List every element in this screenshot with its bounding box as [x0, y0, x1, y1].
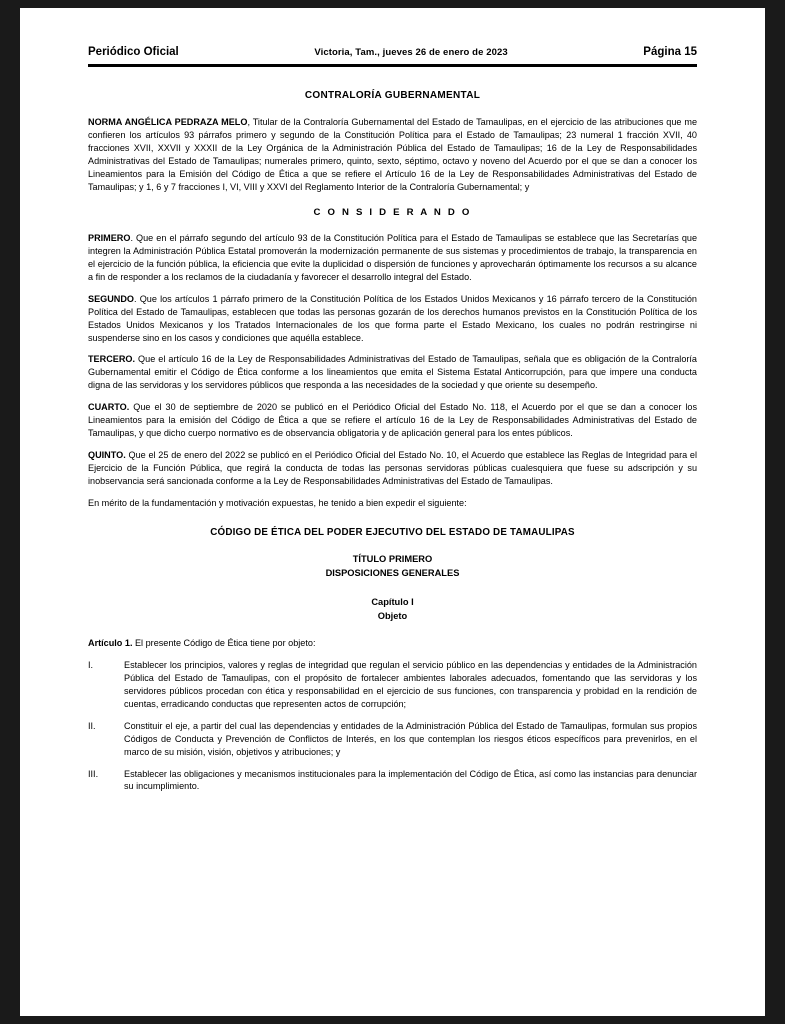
merito-paragraph: En mérito de la fundamentación y motivación expuestas, he tenido a bien expedir el siguiente:	[88, 497, 467, 508]
considerando-cuarto-text: Que el 30 de septiembre de 2020 se publicó en el Periódico Oficial del Estado No. 118, el Acuerdo por el que se dan a conocer los Lineamientos para la emisión del Código de Ética a que se refiere el artículo 16 de la Ley de Responsabilidades Administrativas del Estado de Tamaulipas, y que dicho cuerpo normativo es de observancia obligatoria y de aplicación general para los entes públicos.	[88, 402, 697, 439]
considerando-tercero-label: TERCERO.	[88, 354, 135, 365]
articulo-1-text: El presente Código de Ética tiene por objeto:	[132, 638, 316, 649]
fraction-text-ii: Constituir el eje, a partir del cual las dependencias y entidades de la Administración Pública del Estado de Tamaulipas, formulan sus propios Códigos de Conducta y Prevención de Conflictos de Interés, en los que contemplan los riesgos éticos específicos para prevenirlos, en el marco de su misión, visión, objetivos y atribuciones; y	[124, 720, 697, 757]
list-item	[88, 659, 697, 711]
header-page-number: Página 15	[643, 46, 697, 58]
capitulo-heading: Capítulo I	[371, 597, 414, 608]
header-divider	[88, 64, 697, 67]
document-body	[88, 89, 697, 793]
considerando-segundo	[88, 293, 697, 345]
considerando-segundo-label: SEGUNDO	[88, 293, 134, 304]
titulo-primero-block	[88, 553, 697, 580]
considerando-primero-text: . Que en el párrafo segundo del artículo 93 de la Constitución Política para el Estado de Tamaulipas se establece que las Secretarías que integren la Administración Pública Estatal promoverán la modernización permanente de sus sistemas y procedimientos de trabajo, la transparencia en el ejercicio de la función pública, la eficiencia que evite la duplicidad o dispersión de funciones y aprovecharán óptimamente los recursos a su alcance a fin de responder a los reclamos de la ciudadanía y favorecer el desarrollo integral del Estado.	[88, 233, 697, 282]
considerando-primero-label: PRIMERO	[88, 233, 131, 244]
considerando-segundo-text: . Que los artículos 1 párrafo primero de la Constitución Política de los Estados Unidos Mexicanos y 16 párrafo tercero de la Constitución Política del Estado de Tamaulipas, establecen que todas las personas gozarán de los derechos humanos previstos en la Constitución Política de los Estados Unidos Mexicanos y los Tratados Internacionales de los que forma parte el Estado Mexicano, los cuales no podrán restringirse ni suspenderse sino en los casos y condiciones que aquélla establece.	[88, 293, 697, 343]
section-title-contraloria: CONTRALORÍA GUBERNAMENTAL	[304, 90, 481, 101]
considerando-cuarto-label: CUARTO.	[88, 402, 130, 413]
articulo-1-label: Artículo 1.	[88, 638, 133, 649]
fraction-number-iii: III.	[88, 768, 99, 779]
preamble-text: , Titular de la Contraloría Gubernamental del Estado de Tamaulipas, en el ejercicio de las atribuciones que me confieren los artículos 93 párrafos primero y segundo de la Constitución Política para el Estado de Tamaulipas; 23 numeral 1 fracción XVII, 40 fracciones XVII, XXVII y XXXII de la Ley Orgánica de la Administración Pública del Estado de Tamaulipas; 16 de la Ley de Responsabilidades Administrativas del Estado de Tamaulipas; numerales primero, quinto, sexto, séptimo, octavo y noveno del Acuerdo por el que se dan a conocer los Lineamientos para la Emisión del Código de Ética a que se refiere el Artículo 16 de la Ley de Responsabilidades Administrativas del Estado de Tamaulipas; y 1, 6 y 7 fracciones I, VI, VIII y XXVI del Reglamento Interior de la Contraloría Gubernamental; y	[88, 117, 698, 192]
articulo-1-line	[88, 637, 697, 650]
fraction-number-i: I.	[88, 660, 94, 671]
considerando-cuarto	[88, 401, 697, 440]
considerando-heading: C O N S I D E R A N D O	[313, 206, 472, 218]
list-item	[88, 768, 697, 794]
page-header	[88, 46, 697, 64]
list-item	[88, 720, 697, 759]
fraction-text-iii: Establecer las obligaciones y mecanismos institucionales para la implementación del Código de Ética, así como las instancias para denunciar su incumplimiento.	[124, 768, 697, 792]
considerando-tercero-text: Que el artículo 16 de la Ley de Responsabilidades Administrativas del Estado de Tamaulipas, señala que es obligación de la Contraloría Gubernamental emitir el Código de Ética conforme a los lineamientos que emita el Sistema Estatal Anticorrupción, para que impere una conducta digna de las servidoras y los servidores públicos que responda a las necesidades de la sociedad y que oriente su desempeño.	[88, 354, 697, 391]
considerando-primero	[88, 232, 697, 284]
preamble-paragraph	[88, 116, 697, 193]
header-publication-name: Periódico Oficial	[88, 46, 179, 58]
objeto-heading: Objeto	[377, 610, 408, 621]
considerando-quinto	[88, 449, 697, 488]
disposiciones-generales-heading: DISPOSICIONES GENERALES	[325, 567, 460, 578]
fraction-text-i: Establecer los principios, valores y reglas de integridad que regulan el servicio público en las dependencias y entidades de la Administración Pública del Estado de Tamaulipas, con el propósito de fortalecer ambientes laborales adecuados, fomentando que las servidoras y los servidores públicos procedan con ética y responsabilidad en el ejercicio de sus funciones, con transparencia y probidad en la rendición de cuentas, erradicando conductas que representen actos de corrupción;	[124, 660, 697, 709]
fraction-number-ii: II.	[88, 720, 96, 731]
considerando-quinto-text: Que el 25 de enero del 2022 se publicó en el Periódico Oficial del Estado No. 10, el Acuerdo que establece las Reglas de Integridad para el Ejercicio de la Función Pública, que regirá la conducta de todas las personas servidoras públicas cualesquiera que fuese su adscripción y su inobservancia será sancionada conforme a la Ley de Responsabilidades Administrativas del Estado de Tamaulipas.	[88, 449, 697, 486]
capitulo-block	[88, 596, 697, 623]
code-title: CÓDIGO DE ÉTICA DEL PODER EJECUTIVO DEL ESTADO DE TAMAULIPAS	[210, 526, 575, 538]
considerando-quinto-label: QUINTO.	[88, 449, 126, 460]
header-date-line: Victoria, Tam., jueves 26 de enero de 2023	[314, 47, 508, 58]
titulo-primero-heading: TÍTULO PRIMERO	[352, 554, 433, 565]
considerando-tercero	[88, 353, 697, 392]
preamble-signatory-name: NORMA ANGÉLICA PEDRAZA MELO	[88, 117, 248, 128]
document-page	[20, 8, 765, 1016]
